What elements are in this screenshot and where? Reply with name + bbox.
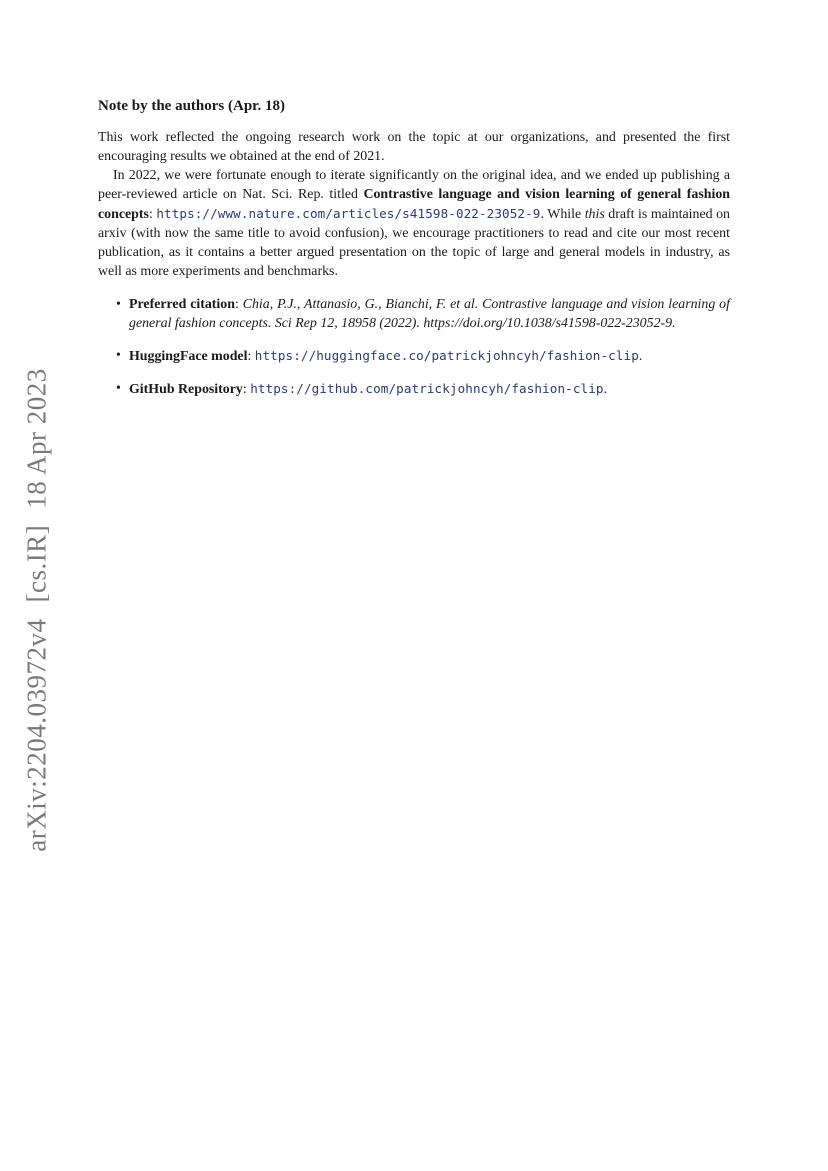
arxiv-sidebar-identifier (22, 368, 53, 851)
list-item-huggingface (98, 346, 730, 366)
paragraph-2-text-3: draft is maintained on arxiv (with now the same title to avoid confusion), we encourage practitioners to read and cite our most recent publication, as it contains a better argued presentation on the topic of large and general models in industry, as well as more experiments and benchmarks. (98, 207, 730, 279)
huggingface-end: . (638, 349, 643, 364)
note-section (98, 96, 730, 412)
paragraph-2-text-2: . While (540, 207, 585, 222)
bullet-icon: • (116, 381, 121, 396)
resource-list (98, 295, 730, 399)
note-heading: Note by the authors (Apr. 18) (98, 98, 285, 114)
arxiv-category: [cs.IR] (21, 524, 52, 603)
paragraph-2-separator: : (148, 207, 157, 222)
this-emphasis: this (584, 207, 605, 222)
bullet-icon: • (116, 297, 121, 312)
bullet-icon: • (116, 348, 121, 363)
github-separator: : (242, 382, 251, 397)
list-item-citation (98, 295, 730, 333)
list-item-github (98, 379, 730, 399)
citation-label: Preferred citation (129, 297, 235, 312)
note-paragraph-2 (98, 166, 730, 281)
huggingface-label: HuggingFace model (129, 349, 248, 364)
nature-article-link[interactable]: https://www.nature.com/articles/s41598-022-23052-9 (156, 206, 541, 221)
citation-text: Chia, P.J., Attanasio, G., Bianchi, F. et al. Contrastive language and vision learning of general fashion concepts. Sci Rep 12, 18958 (2022). https://doi.org/10.1038/s41598-022-23052-9. (129, 297, 730, 331)
huggingface-separator: : (247, 349, 255, 364)
article-title: Contrastive language and vision learning of general fashion concepts (98, 187, 731, 222)
github-link[interactable]: https://github.com/patrickjohncyh/fashion-clip (250, 381, 604, 396)
citation-separator: : (234, 297, 243, 312)
paragraph-2-text-1: In 2022, we were fortunate enough to iterate significantly on the original idea, and we ended up publishing a peer-reviewed article on Nat. Sci. Rep. titled (98, 168, 730, 202)
github-end: . (603, 382, 608, 397)
arxiv-id: arXiv:2204.03972v4 (21, 618, 52, 852)
github-label: GitHub Repository (129, 382, 243, 397)
arxiv-date: 18 Apr 2023 (21, 368, 52, 509)
note-paragraph-1: This work reflected the ongoing research work on the topic at our organizations, and presented the first encouraging results we obtained at the end of 2021. (98, 130, 730, 164)
huggingface-link[interactable]: https://huggingface.co/patrickjohncyh/fashion-clip (254, 348, 639, 363)
